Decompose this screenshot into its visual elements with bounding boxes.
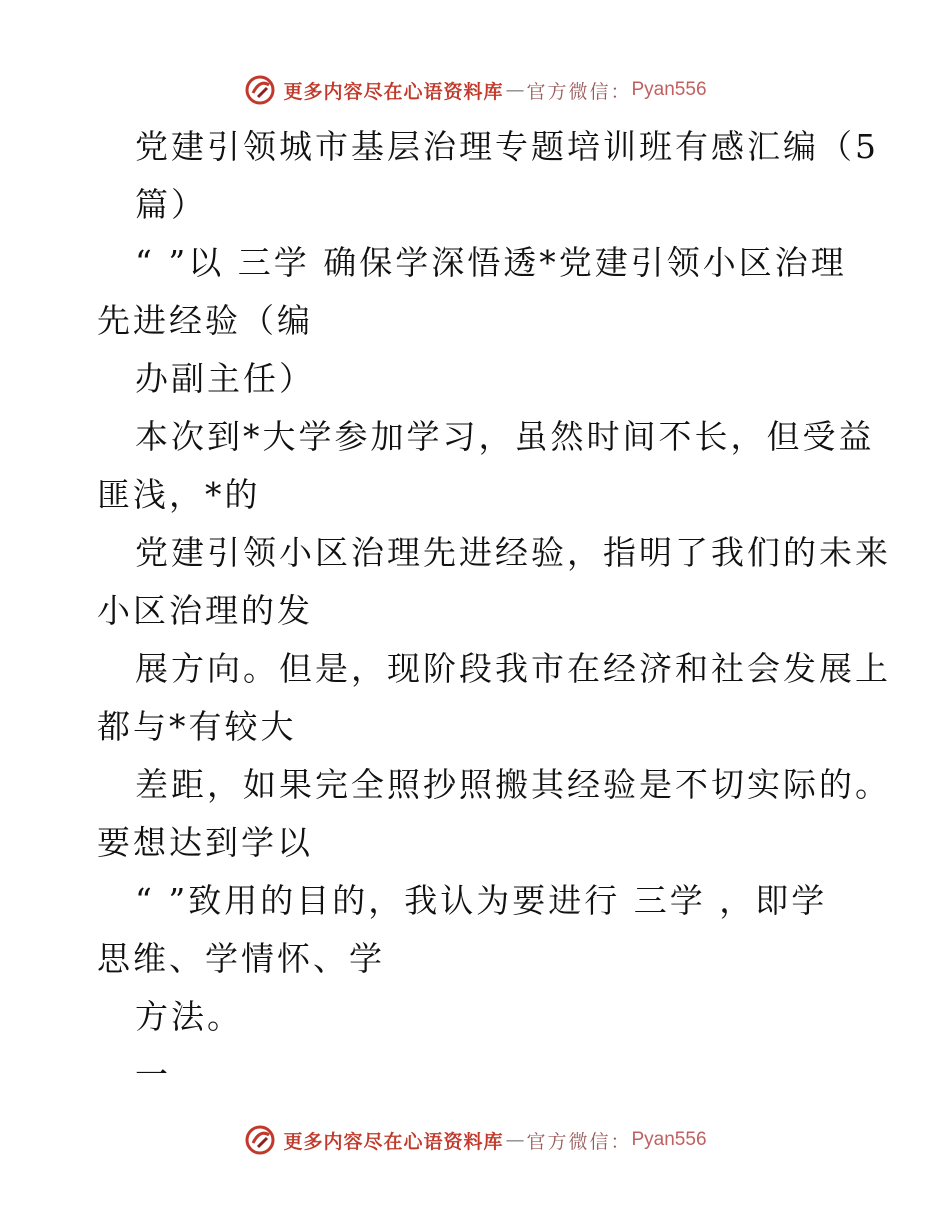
author-line: 办副主任） (135, 359, 315, 398)
document-body (97, 118, 891, 1104)
paragraph-line: “ ”致用的目的，我认为要进行 三学 ，即学 (135, 881, 828, 920)
brand-logo-icon (243, 1123, 277, 1157)
footer-banner (0, 1120, 950, 1160)
document-title-line-1: 党建引领城市基层治理专题培训班有感汇编（5 (135, 127, 879, 166)
header-separator: — (505, 79, 525, 101)
footer-wechat-label: 官方微信： (526, 1130, 632, 1153)
footer-wechat-account: Pyan556 (631, 1129, 707, 1150)
paragraph-line: 小区治理的发 (97, 591, 313, 630)
section-heading-line-1: “ ”以 三学 确保学深悟透*党建引领小区治理 (135, 243, 847, 282)
header-brand-text: 更多内容尽在心语资料库 (283, 80, 504, 103)
paragraph-line: 要想达到学以 (97, 823, 313, 862)
header-banner (0, 70, 950, 110)
paragraph-line: 差距，如果完全照抄照搬其经验是不切实际的。 (135, 765, 891, 804)
section-heading-line-2: 先进经验（编 (97, 301, 313, 340)
footer-separator: — (505, 1129, 525, 1151)
paragraph-line: 都与*有较大 (97, 707, 297, 746)
paragraph-line: 方法。 (135, 997, 243, 1036)
paragraph-line: 思维、学情怀、学 (97, 939, 385, 978)
paragraph-line: 展方向。但是，现阶段我市在经济和社会发展上 (135, 649, 891, 688)
section-number-line: 一 (135, 1055, 171, 1094)
document-title-line-2: 篇） (135, 185, 207, 224)
brand-logo-icon (243, 73, 277, 107)
paragraph-line: 本次到*大学参加学习，虽然时间不长，但受益 (135, 417, 875, 456)
header-wechat-label: 官方微信： (526, 80, 632, 103)
footer-brand-text: 更多内容尽在心语资料库 (283, 1130, 504, 1153)
header-wechat-account: Pyan556 (631, 79, 707, 100)
paragraph-line: 匪浅，*的 (97, 475, 261, 514)
paragraph-line: 党建引领小区治理先进经验，指明了我们的未来 (135, 533, 891, 572)
